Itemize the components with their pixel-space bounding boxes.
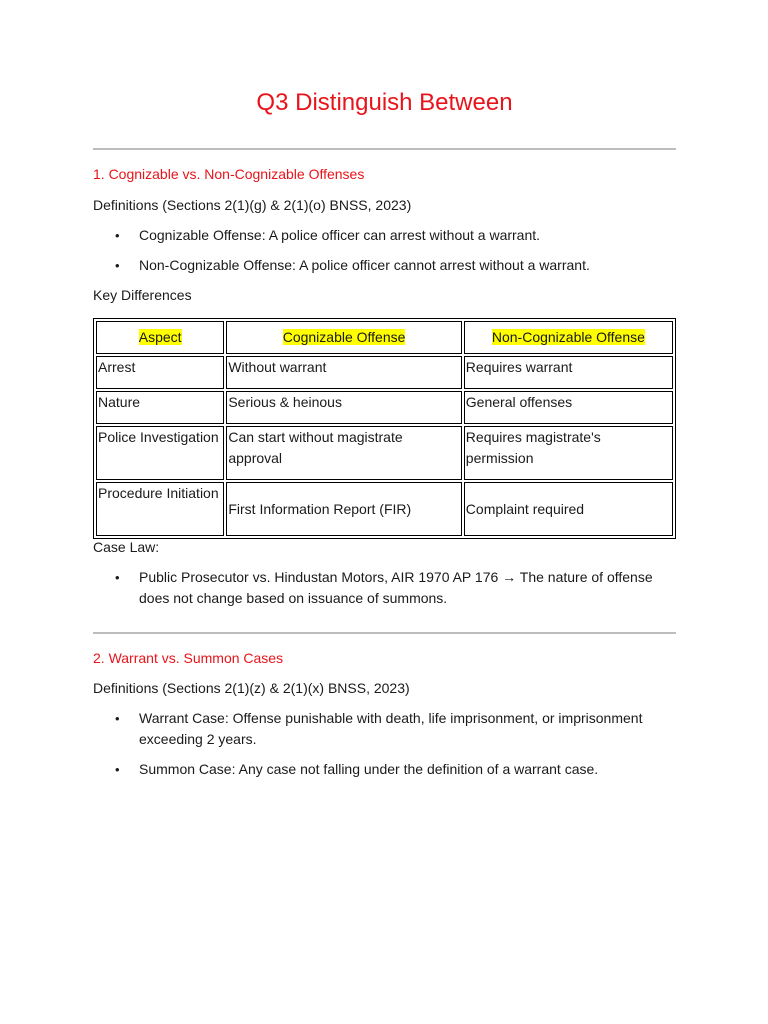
definitions-text: Definitions (Sections 2(1)(g) & 2(1)(o) BNSS, 2023) (93, 197, 412, 213)
list-item: • Warrant Case: Offense punishable with death, life imprisonment, or imprisonment exceeding 2 years. (93, 708, 676, 750)
table-header-cell: Aspect (96, 321, 224, 354)
table-cell: Nature (96, 391, 224, 424)
table-header-cell: Non-Cognizable Offense (464, 321, 673, 354)
case-law-list (93, 567, 676, 609)
table-header-cell: Cognizable Offense (226, 321, 461, 354)
table-row (96, 426, 673, 480)
horizontal-rule (93, 632, 676, 634)
list-item: • Non-Cognizable Offense: A police officer cannot arrest without a warrant. (93, 255, 676, 276)
section-heading-cognizable: 1. Cognizable vs. Non-Cognizable Offenses (93, 166, 365, 182)
table-cell: Serious & heinous (226, 391, 461, 424)
table-cell: Procedure Initiation (96, 482, 224, 536)
table-cell: Without warrant (226, 356, 461, 389)
table-row (96, 356, 673, 389)
section-heading-warrant: 2. Warrant vs. Summon Cases (93, 650, 284, 666)
table-cell: First Information Report (FIR) (226, 482, 461, 536)
case-law-label: Case Law: (93, 539, 160, 555)
definition-list (93, 225, 676, 276)
table-header-row (96, 321, 673, 354)
table-cell: General offenses (464, 391, 673, 424)
definition-list (93, 708, 676, 780)
key-differences-table (93, 318, 676, 539)
table-cell: Arrest (96, 356, 224, 389)
definitions-text: Definitions (Sections 2(1)(z) & 2(1)(x) BNSS, 2023) (93, 680, 410, 696)
list-item: • Summon Case: Any case not falling under the definition of a warrant case. (93, 759, 676, 780)
list-item: • Cognizable Offense: A police officer can arrest without a warrant. (93, 225, 676, 246)
table-cell: Requires magistrate's permission (464, 426, 673, 480)
list-item: • Public Prosecutor vs. Hindustan Motors, AIR 1970 AP 176 → The nature of offense does not change based on issuance of summons. (93, 567, 676, 609)
horizontal-rule (93, 148, 676, 150)
table-row (96, 391, 673, 424)
page-title: Q3 Distinguish Between (256, 89, 513, 116)
key-differences-label: Key Differences (93, 287, 192, 303)
table-cell: Requires warrant (464, 356, 673, 389)
table-row (96, 482, 673, 536)
table-cell: Complaint required (464, 482, 673, 536)
table-cell: Can start without magistrate approval (226, 426, 461, 480)
table-cell: Police Investigation (96, 426, 224, 480)
